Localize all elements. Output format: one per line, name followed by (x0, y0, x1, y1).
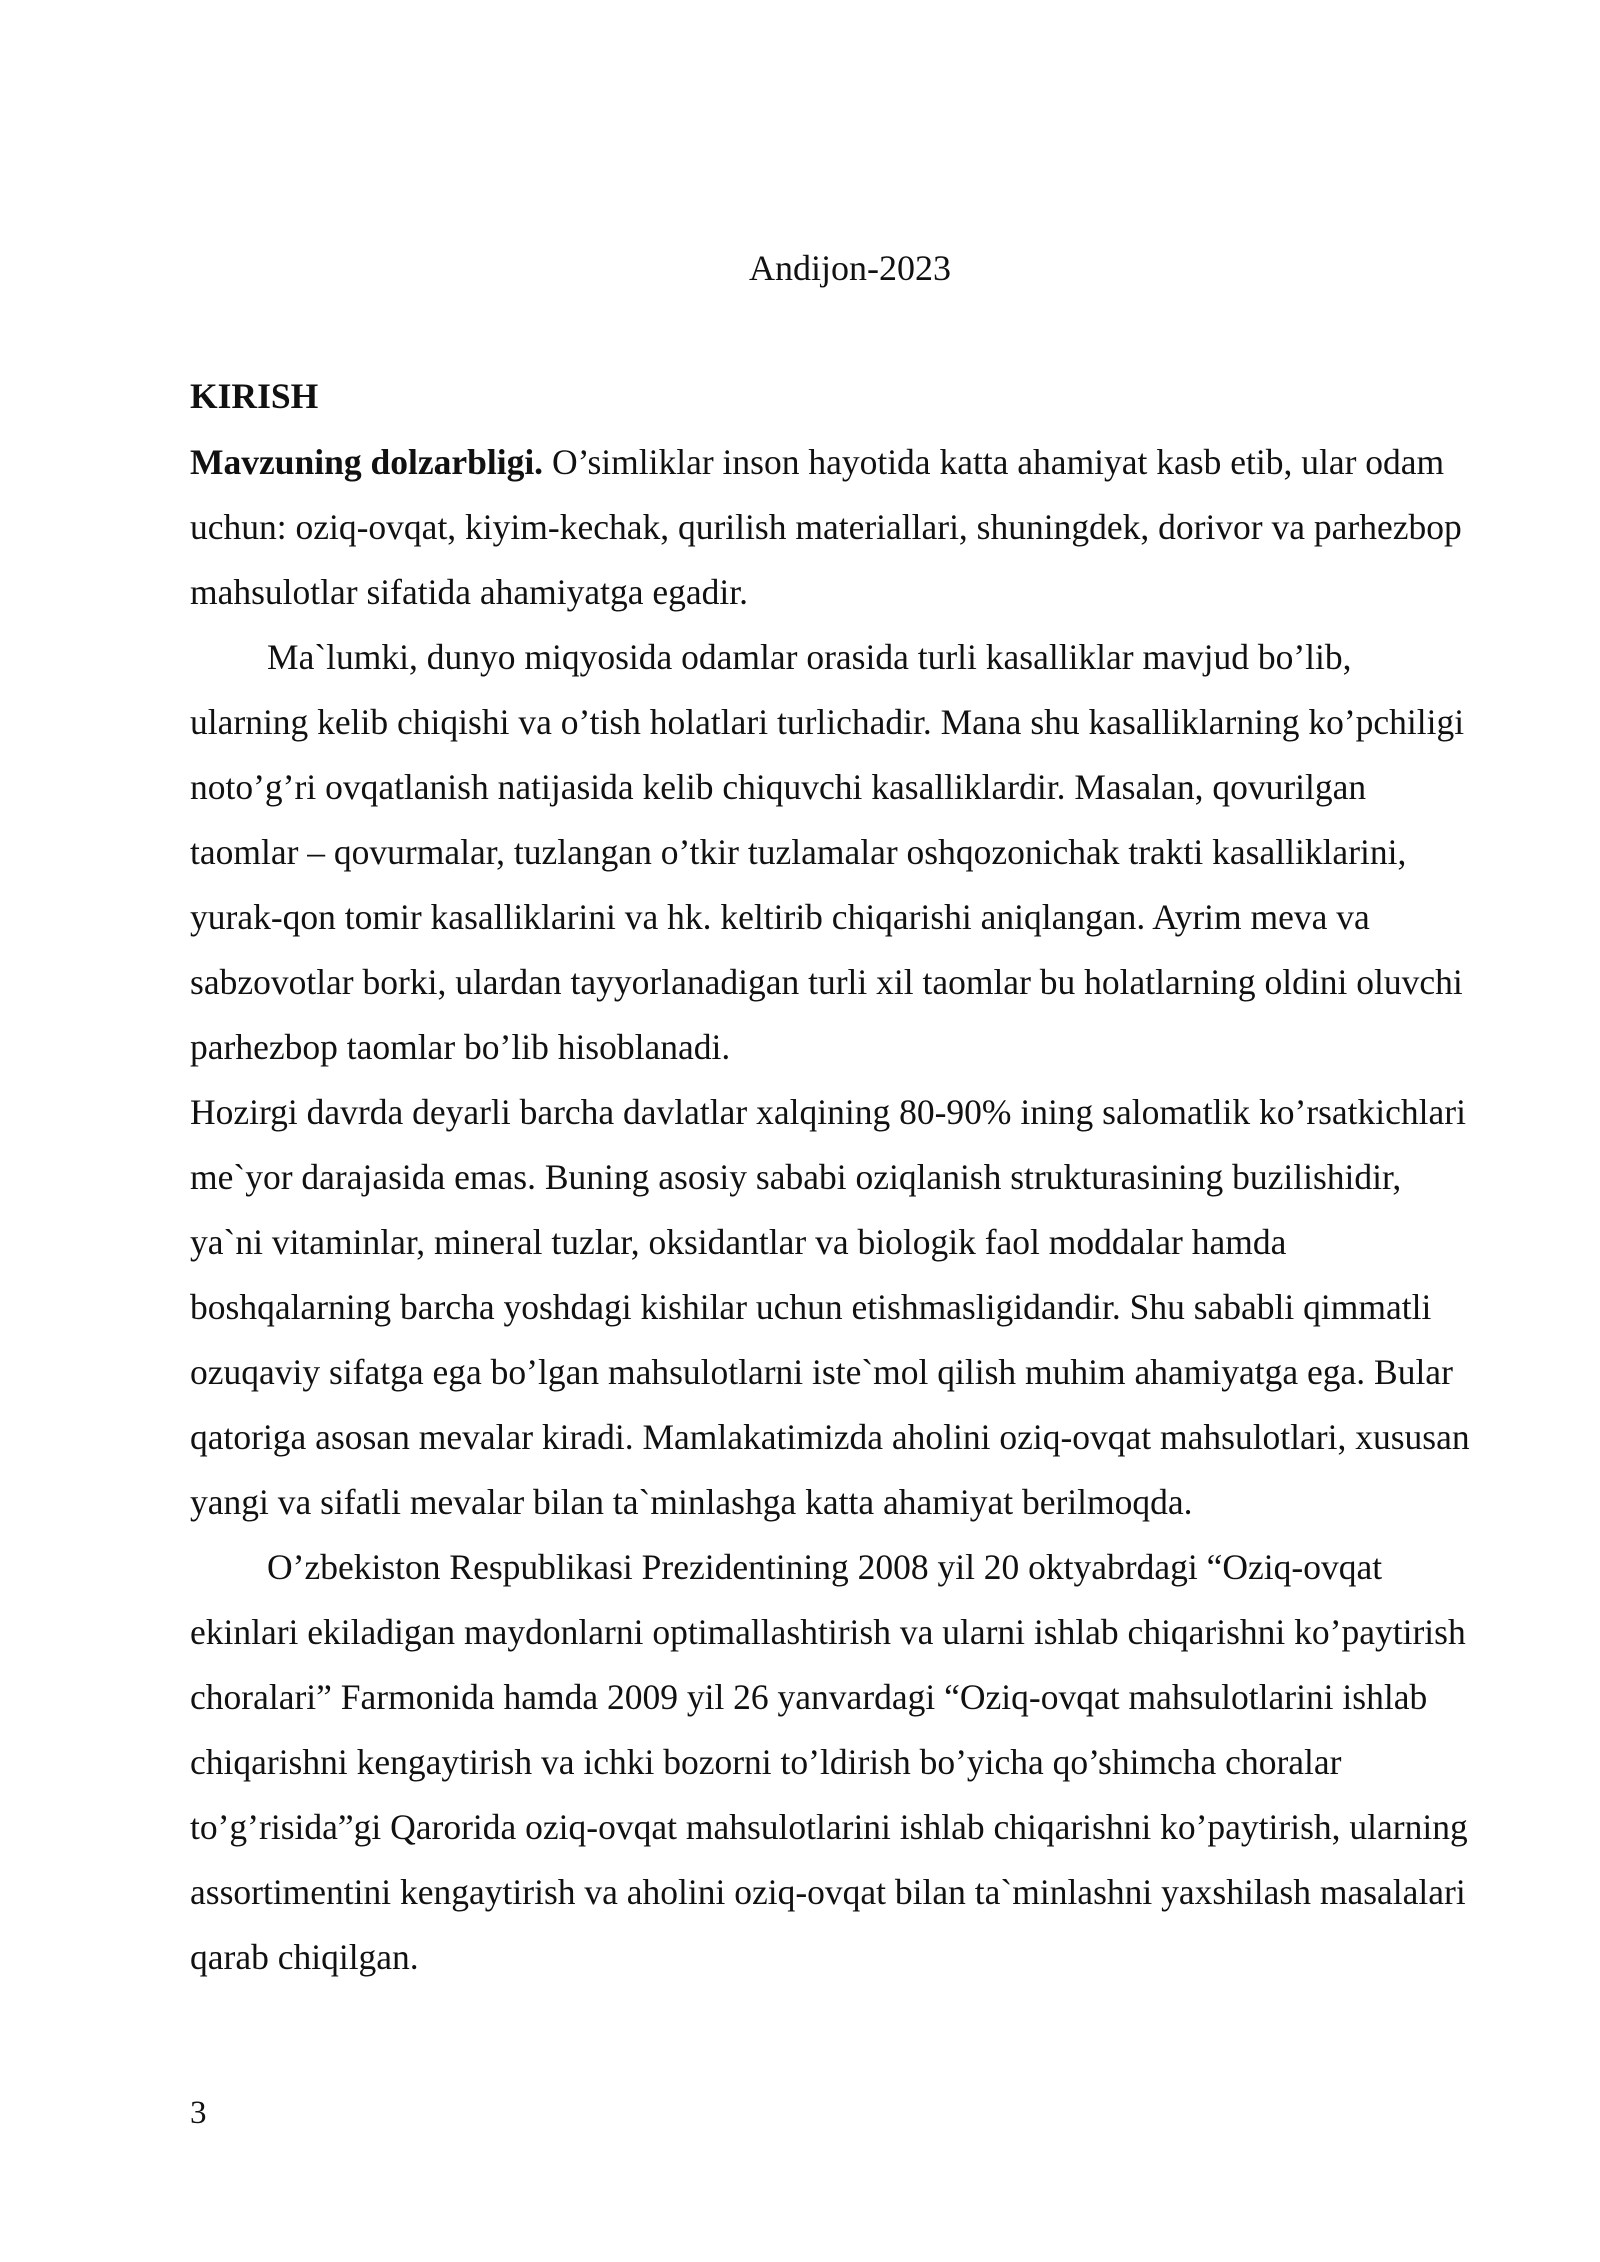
paragraph-decree: O’zbekiston Respublikasi Prezidentining 2008 yil 20 oktyabrdagi “Oziq-ovqat ekinlari ekiladigan maydonlarni optimallashtirish va ularni ishlab chiqarishni ko’paytirish choralari” Farmonida hamda 2009 yil 26 yanvardagi “Oziq-ovqat mahsulotlarini ishlab chiqarishni kengaytirish va ichki bozorni to’ldirish bo’yicha qo’shimcha choralar to’g’risida”gi Qarorida oziq-ovqat mahsulotlarini ishlab chiqarishni ko’paytirish, ularning assortimentini kengaytirish va aholini oziq-ovqat bilan ta`minlashni yaxshilash masalalari qarab chiqilgan. (190, 1547, 1468, 1977)
page-number: 3 (190, 2095, 207, 2131)
paragraph-diseases: Ma`lumki, dunyo miqyosida odamlar orasida turli kasalliklar mavjud bo’lib, ularning kelib chiqishi va o’tish holatlari turlichadir. Mana shu kasalliklarning ko’pchiligi noto’g’ri ovqatlanish natijasida kelib chiquvchi kasalliklardir. Masalan, qovurilgan taomlar – qovurmalar, tuzlangan o’tkir tuzlamalar oshqozonichak trakti kasalliklarini, yurak-qon tomir kasalliklarini va hk. keltirib chiqarishi aniqlangan. Ayrim meva va sabzovotlar borki, ulardan tayyorlanadigan turli xil taomlar bu holatlarning oldini oluvchi parhezbop taomlar bo’lib hisoblanadi. (190, 637, 1465, 1067)
place-date: Andijon-2023 (749, 248, 951, 288)
paragraph-body: O’simliklar inson hayotida katta ahamiyat kasb etib, ular odam uchun: oziq-ovqat, kiyim-kechak, qurilish materiallari, shuningdek, dorivor va parhezbop mahsulotlar sifatida ahamiyatga egadir. (190, 442, 1462, 612)
paragraph-lead: Mavzuning dolzarbligi. (190, 442, 544, 482)
paragraph-nutrition: Hozirgi davrda deyarli barcha davlatlar xalqining 80-90% ining salomatlik ko’rsatkichlari me`yor darajasida emas. Buning asosiy sababi oziqlanish strukturasining buzilishidir, ya`ni vitaminlar, mineral tuzlar, oksidantlar va biologik faol moddalar hamda boshqalarning barcha yoshdagi kishilar uchun etishmasligidandir. Shu sababli qimmatli ozuqaviy sifatga ega bo’lgan mahsulotlarni iste`mol qilish muhim ahamiyatga ega. Bular qatoriga asosan mevalar kiradi. Mamlakatimizda aholini oziq-ovqat mahsulotlari, xususan yangi va sifatli mevalar bilan ta`minlashga katta ahamiyat berilmoqda. (190, 1092, 1470, 1522)
paragraph-relevance (190, 430, 1470, 625)
document-body (190, 370, 1470, 1990)
section-heading: KIRISH (190, 376, 319, 416)
